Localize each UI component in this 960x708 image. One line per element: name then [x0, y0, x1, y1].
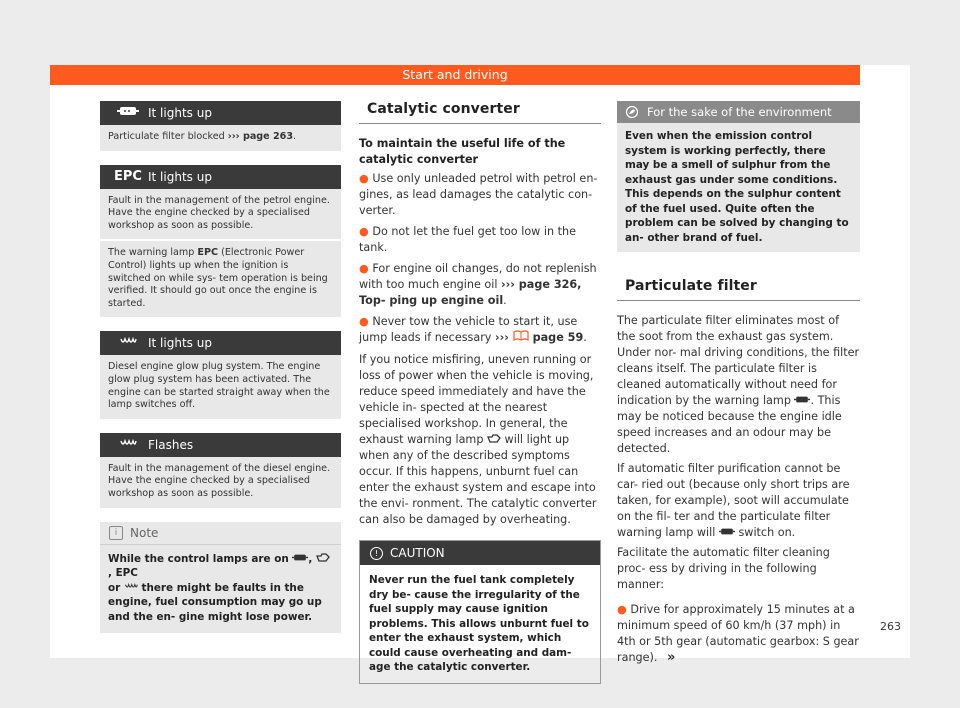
- ref-page: page 59: [528, 331, 584, 344]
- column-left: [100, 101, 341, 633]
- section-title-catalytic: Catalytic converter: [359, 101, 601, 124]
- lamp-header-particulate: [100, 101, 341, 125]
- caution-body: Never run the fuel tank completely dry be- cause the irregularity of the fuel supply may cause ignition problems. This allows unburnt fuel to enter the exhaust system, which could cause overheating and dam- age the catalytic converter.: [369, 574, 589, 673]
- lamp-header-epc: [100, 165, 341, 189]
- lamp-body-epc-1: Fault in the management of the petrol engine. Have the engine checked by a specialised workshop as soon as possible.: [100, 189, 341, 240]
- epc-icon: EPC: [114, 168, 142, 184]
- para-text: If automatic filter purification cannot be car- ried out (because only short trips are taken, for example), soot will accumulate on the fil- ter and the particulate filter warning lamp will: [617, 462, 850, 539]
- bullet-item: [617, 602, 860, 666]
- note-text-end: there might be faults in the engine, fuel consumption may go up and the en- gine might lose power.: [108, 581, 322, 623]
- bullet-item: [359, 261, 601, 309]
- separator: ,: [308, 552, 316, 565]
- glow-plug-icon: [110, 331, 146, 355]
- lamp-body-glow-1: Diesel engine glow plug system. The engine glow plug system has been activated. The engine can be started straight away when the lamp switches off.: [100, 355, 341, 418]
- bullet-text: For engine oil changes, do not replenish with too much engine oil: [359, 262, 597, 291]
- page-header: Start and driving: [50, 65, 860, 85]
- lamp-title: It lights up: [148, 169, 212, 184]
- note-box: [100, 522, 341, 634]
- page-reference-link[interactable]: [495, 331, 583, 344]
- bullet-item: [359, 224, 601, 256]
- caution-title: CAUTION: [390, 546, 445, 560]
- lamp-title: Flashes: [148, 437, 194, 452]
- lamp-text: The warning lamp: [108, 247, 198, 259]
- separator: ,: [108, 567, 116, 579]
- body-paragraph: [617, 313, 860, 457]
- note-text-or: or: [108, 581, 124, 594]
- bullet-dot: ●: [359, 262, 373, 275]
- para-text: The particulate filter eliminates most of the soot from the exhaust gas system. Under nor- mal driving conditions, the filter cleans itself. The particulate filter is cleaned automatically without need for indication by the warning lamp: [617, 314, 860, 407]
- body-paragraph: [617, 461, 860, 541]
- bullet-dot: ●: [359, 225, 373, 238]
- lamp-header-glow-2: [100, 433, 341, 457]
- para-text: If you notice misfiring, uneven running or loss of power when the vehicle is moving, reduce speed immediately and have the vehicle in- spected at the nearest specialised workshop. In general, the exhaust warning lamp: [359, 353, 594, 446]
- lamp-body-glow-2: Fault in the management of the diesel engine. Have the engine checked by a specialised workshop as soon as possible.: [100, 457, 341, 508]
- para-text-end: switch on.: [734, 526, 796, 539]
- section-title-particulate: Particulate filter: [617, 278, 860, 301]
- lamp-text-end: (Electronic Power Control) lights up when the ignition is switched on while sys- tem operation is being verified. It should go out once the engine is started.: [108, 247, 328, 309]
- exhaust-icon: [316, 553, 330, 565]
- bullet-item: [359, 171, 601, 219]
- book-icon: [513, 331, 529, 344]
- caution-header: [360, 541, 600, 565]
- exhaust-icon: [487, 433, 501, 446]
- leaf-icon: [625, 101, 639, 126]
- column-middle: [359, 101, 601, 684]
- page-number: 263: [880, 620, 901, 633]
- lamp-body-epc-2: [100, 239, 341, 317]
- intro-heading: To maintain the useful life of the catalytic converter: [359, 137, 566, 166]
- bullet-dot: ●: [359, 172, 373, 185]
- lamp-title: It lights up: [148, 336, 212, 351]
- lamp-title: It lights up: [148, 106, 212, 120]
- para-text-end: will light up when any of the described symptoms occur. If this happens, unburnt fuel can enter the exhaust system and escape into the envi- ronment. The catalytic converter can also be damaged by overheating.: [359, 433, 597, 526]
- glow-plug-icon: [124, 582, 138, 594]
- environment-title: For the sake of the environment: [647, 105, 832, 119]
- para-text-end: . This may be noticed because the engine idle speed increases and an odour may be detected.: [617, 394, 842, 455]
- body-paragraph: [359, 352, 601, 528]
- bullet-text-end: .: [503, 294, 507, 307]
- bullet-text: Drive for approximately 15 minutes at a minimum speed of 60 km/h (37 mph) in 4th or 5th gear (automatic gearbox: S gear range).: [617, 603, 859, 664]
- body-paragraph: Facilitate the automatic filter cleaning proc- ess by driving in the following manner:: [617, 546, 830, 591]
- epc-inline-icon: EPC: [115, 567, 138, 579]
- bullet-text: Do not let the fuel get too low in the tank.: [359, 225, 576, 254]
- note-title: Note: [130, 525, 159, 540]
- note-body: [100, 545, 341, 634]
- bullet-text: Use only unleaded petrol with petrol en- gines, as lead damages the catalytic con- verter.: [359, 172, 598, 217]
- lamp-header-glow-1: [100, 331, 341, 355]
- note-text: While the control lamps are on: [108, 552, 293, 565]
- epc-inline-icon: EPC: [197, 247, 219, 259]
- lamp-text: Particulate filter blocked: [108, 131, 228, 142]
- particulate-filter-icon: [110, 101, 146, 125]
- page-reference-link[interactable]: ››› page 263: [227, 131, 294, 142]
- environment-body: Even when the emission control system is working perfectly, there may be a smell of sulphur from the exhaust gas under some conditions. This depends on the sulphur content of the fuel used. Quite often the problem can be solved by changing to an- other brand of fuel.: [617, 123, 860, 252]
- lamp-body-particulate: [100, 125, 341, 151]
- info-icon: i: [109, 526, 123, 540]
- bullet-dot: ●: [359, 315, 373, 328]
- particulate-filter-icon: [794, 394, 810, 407]
- particulate-filter-icon: [292, 553, 308, 565]
- particulate-filter-icon: [719, 526, 735, 539]
- page-reference-link[interactable]: ››› page 326, Top- ping up engine oil: [359, 278, 582, 307]
- bullet-text-end: .: [583, 331, 587, 344]
- column-right: [617, 101, 860, 666]
- glow-plug-icon: [110, 433, 146, 457]
- ref-arrows: ›››: [495, 331, 513, 344]
- environment-header: [617, 101, 860, 123]
- lamp-text-end: .: [293, 131, 297, 142]
- note-header: [100, 522, 341, 545]
- caution-box: [359, 540, 601, 684]
- bullet-text: Never tow the vehicle to start it, use jump leads if necessary: [359, 315, 578, 344]
- bullet-item: [359, 314, 601, 346]
- continue-arrow: »: [667, 650, 676, 665]
- caution-icon: !: [370, 547, 383, 560]
- bullet-dot: ●: [617, 603, 631, 616]
